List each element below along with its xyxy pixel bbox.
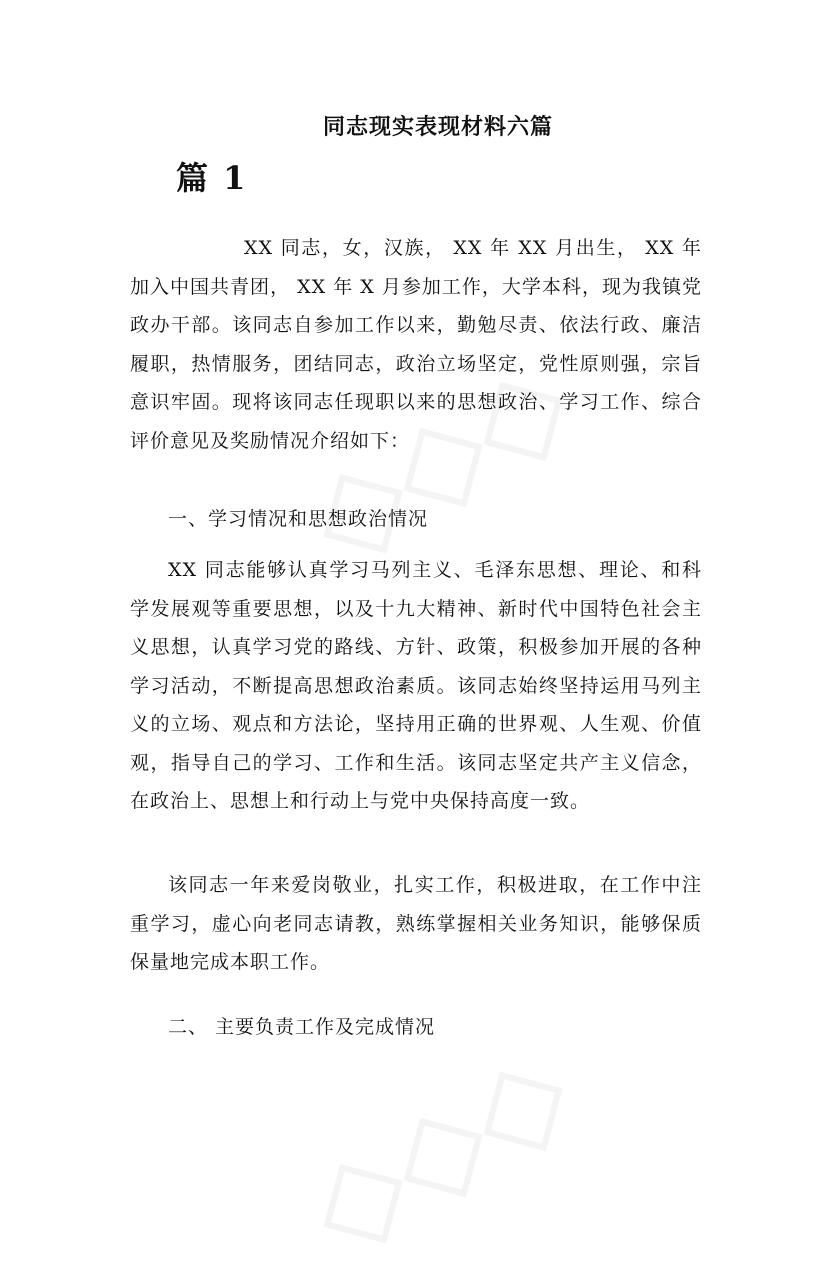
subheading-study: 一、学习情况和思想政治情况	[168, 508, 429, 530]
work-attitude-paragraph: 该同志一年来爱岗敬业，扎实工作，积极进取，在工作中注重学习，虚心向老同志请教，熟练掌握相关业务知识，能够保质保量地完成本职工作。	[130, 874, 702, 973]
study-paragraph: XX 同志能够认真学习马列主义、毛泽东思想、理论、和科学发展观等重要思想，以及十九大精神、新时代中国特色社会主义思想，认真学习党的路线、方针、政策，积极参加开展的各种学习活动，不断提高思想政治素质。该同志始终坚持运用马列主义的立场、观点和方法论，坚持用正确的世界观、人生观、价值观，指导自己的学习、工作和生活。该同志坚定共产主义信念，在政治上、思想上和行动上与党中央保持高度一致。	[130, 559, 702, 812]
watermark	[284, 1020, 593, 1279]
intro-paragraph: XX 同志，女，汉族， XX 年 XX 月出生， XX 年加入中国共青团， XX 年 X 月参加工作，大学本科，现为我镇党政办干部。该同志自参加工作以来，勤勉尽责、依法行政、廉洁履职，热情服务，团结同志，政治立场坚定，党性原则强，宗旨意识牢固。现将该同志任现职以来的思想政治、学习工作、综合评价意见及奖励情况介绍如下：	[130, 237, 702, 452]
document-title: 同志现实表现材料六篇	[322, 114, 553, 140]
subheading-work: 二、 主要负责工作及完成情况	[168, 1016, 436, 1038]
section-heading: 篇 1	[176, 159, 248, 197]
